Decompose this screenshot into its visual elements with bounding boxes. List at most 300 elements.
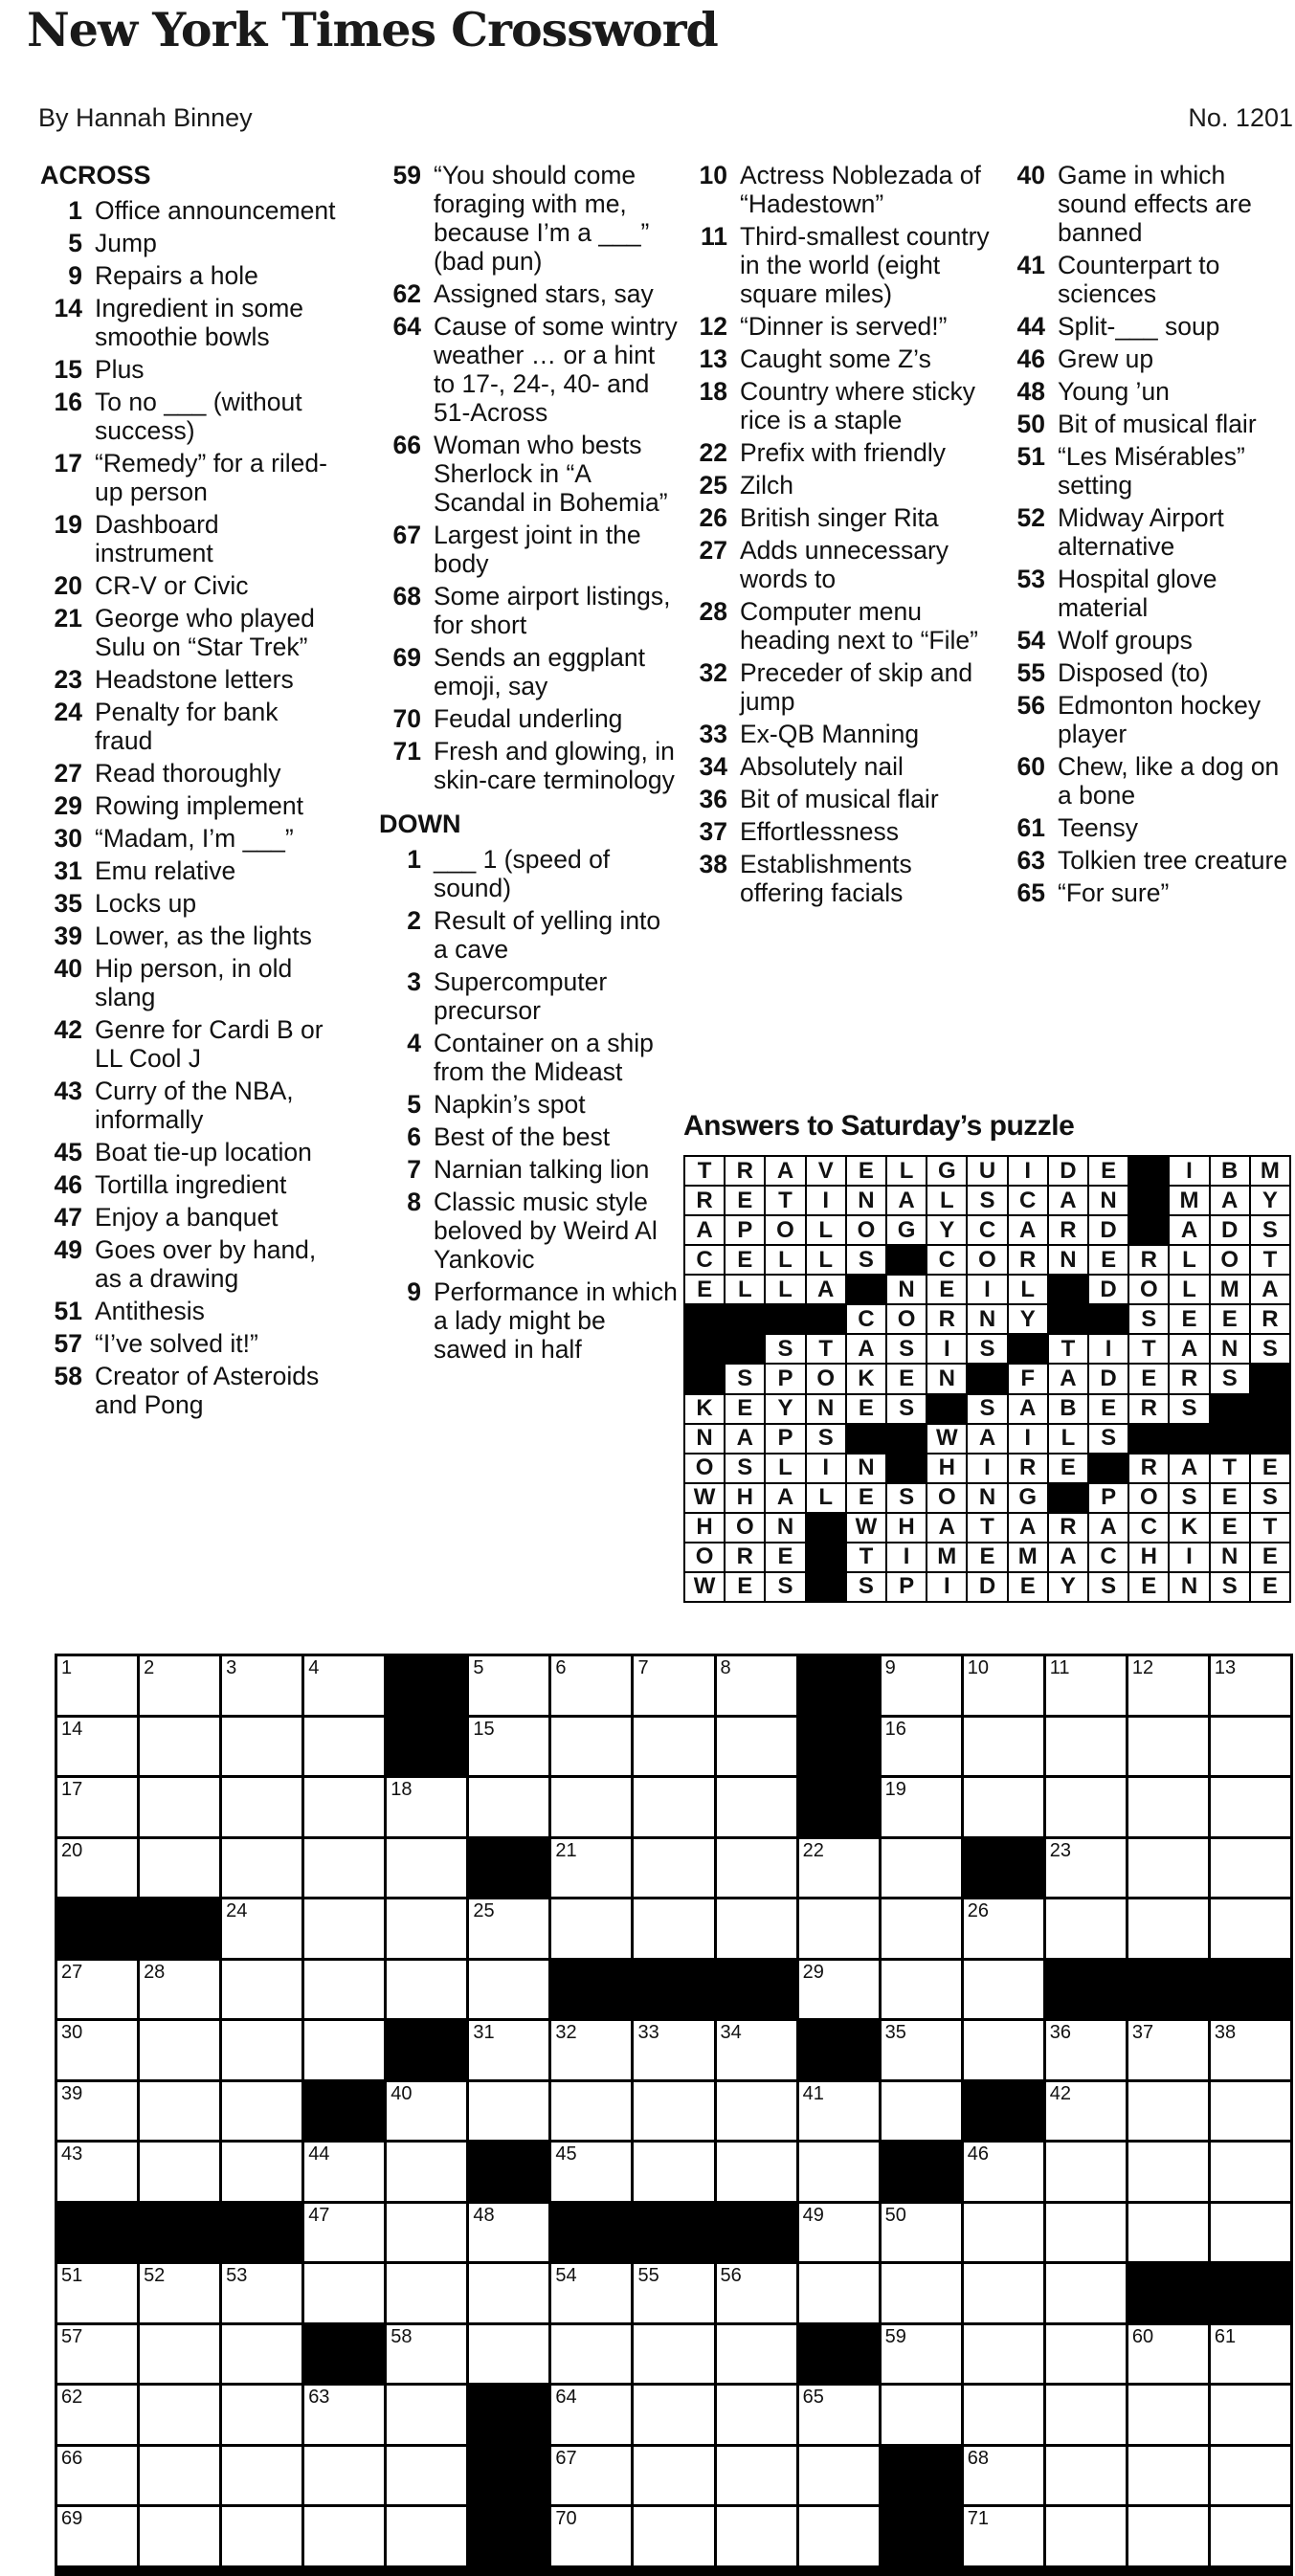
answer-cell-black: [887, 1455, 926, 1482]
answer-cell: E: [1251, 1543, 1289, 1571]
answers-section: [683, 1110, 1295, 1603]
answer-cell: R: [1129, 1395, 1168, 1423]
grid-cell[interactable]: [222, 1718, 301, 1776]
grid-cell[interactable]: [304, 1778, 384, 1836]
cell-number: 31: [473, 2022, 495, 2044]
grid-cell[interactable]: [717, 1718, 796, 1776]
grid-cell[interactable]: [964, 2264, 1043, 2322]
cell-number: 40: [391, 2082, 413, 2104]
grid-cell[interactable]: [1128, 1899, 1208, 1958]
grid-cell[interactable]: [799, 2264, 879, 2322]
clue: [683, 597, 992, 655]
grid-cell[interactable]: [387, 2386, 466, 2444]
grid-cell[interactable]: [304, 1718, 384, 1776]
grid-cell[interactable]: [551, 1839, 631, 1898]
answer-cell: W: [847, 1514, 885, 1542]
grid-cell[interactable]: [222, 2386, 301, 2444]
answer-cell: E: [1211, 1484, 1249, 1512]
clue-text: Genre for Cardi B or LL Cool J: [95, 1015, 324, 1073]
grid-cell[interactable]: [469, 1656, 548, 1715]
clue: [38, 1297, 343, 1325]
grid-cell-black: [469, 2386, 548, 2444]
clue: [38, 229, 343, 257]
cell-number: 12: [1131, 1657, 1154, 1678]
grid-cell[interactable]: [717, 1656, 796, 1715]
grid-cell[interactable]: [1046, 1899, 1126, 1958]
grid-cell[interactable]: [304, 2021, 384, 2079]
clue-number: 56: [1016, 691, 1045, 720]
grid-cell[interactable]: [551, 1656, 631, 1715]
grid-cell[interactable]: [387, 2082, 466, 2141]
grid-cell[interactable]: [634, 2507, 713, 2565]
grid-cell[interactable]: [222, 2507, 301, 2565]
grid-cell[interactable]: [222, 1778, 301, 1836]
grid-cell[interactable]: [140, 1961, 219, 2019]
grid-cell[interactable]: [387, 2143, 466, 2201]
clue-number: 25: [699, 471, 727, 500]
grid-cell[interactable]: [57, 2507, 137, 2565]
grid-cell[interactable]: [1128, 2325, 1208, 2384]
grid-cell[interactable]: [140, 2082, 219, 2141]
grid-cell[interactable]: [717, 2021, 796, 2079]
cell-number: 19: [884, 1779, 906, 1801]
answer-cell: M: [927, 1543, 966, 1571]
grid-cell[interactable]: [964, 2021, 1043, 2079]
grid-cell[interactable]: [387, 2264, 466, 2322]
clue-number: 11: [700, 222, 727, 251]
grid-cell[interactable]: [1046, 2082, 1126, 2141]
grid-cell[interactable]: [1211, 1718, 1290, 1776]
cell-number: 65: [802, 2387, 824, 2409]
grid-cell[interactable]: [964, 2447, 1043, 2505]
answer-cell: L: [766, 1246, 804, 1274]
grid-cell[interactable]: [882, 2021, 961, 2079]
answer-cell-black: [1170, 1425, 1208, 1453]
clue: [38, 759, 343, 788]
clue-number: 51: [54, 1297, 82, 1325]
grid-cell[interactable]: [717, 1899, 796, 1958]
grid-cell[interactable]: [551, 1718, 631, 1776]
answer-cell: S: [968, 1335, 1006, 1363]
grid-cell[interactable]: [634, 2386, 713, 2444]
grid-cell[interactable]: [1211, 2143, 1290, 2201]
grid-cell[interactable]: [387, 2325, 466, 2384]
grid-cell[interactable]: [717, 2082, 796, 2141]
grid-cell[interactable]: [1046, 2325, 1126, 2384]
grid-cell[interactable]: [634, 2264, 713, 2322]
answer-cell: H: [1129, 1543, 1168, 1571]
grid-cell[interactable]: [57, 1961, 137, 2019]
clue: [1001, 377, 1295, 406]
grid-cell[interactable]: [57, 2021, 137, 2079]
grid-cell[interactable]: [882, 1656, 961, 1715]
grid-cell[interactable]: [1128, 1718, 1208, 1776]
grid-cell[interactable]: [1128, 2507, 1208, 2565]
grid-cell[interactable]: [634, 1839, 713, 1898]
grid-cell[interactable]: [387, 1839, 466, 1898]
clue-number: 65: [1016, 878, 1045, 907]
cell-number: 13: [1214, 1657, 1237, 1678]
grid-cell[interactable]: [717, 2143, 796, 2201]
answer-cell: S: [1251, 1335, 1289, 1363]
clue-number: 46: [1016, 344, 1045, 373]
grid-cell-black: [469, 2143, 548, 2201]
answer-cell: A: [968, 1425, 1006, 1453]
grid-cell[interactable]: [304, 2204, 384, 2262]
grid-cell[interactable]: [222, 1899, 301, 1958]
clue-text: Jump: [95, 229, 157, 257]
clue-text: Preceder of skip and jump: [740, 658, 973, 716]
answer-cell: M: [1009, 1543, 1047, 1571]
grid-cell[interactable]: [57, 2386, 137, 2444]
grid-cell[interactable]: [634, 2447, 713, 2505]
clue-number: 4: [407, 1029, 421, 1057]
clue-number: 28: [699, 597, 727, 626]
grid-cell[interactable]: [304, 2143, 384, 2201]
grid-cell[interactable]: [551, 2386, 631, 2444]
answer-cell: S: [968, 1187, 1006, 1214]
grid-cell[interactable]: [634, 1899, 713, 1958]
clue-text: Adds unnecessary words to: [740, 536, 949, 593]
grid-cell[interactable]: [634, 2021, 713, 2079]
grid-cell[interactable]: [964, 2204, 1043, 2262]
grid-cell[interactable]: [1211, 2507, 1290, 2565]
cell-number: 67: [555, 2447, 577, 2469]
grid-cell[interactable]: [57, 2325, 137, 2384]
clue-number: 1: [68, 196, 82, 225]
clue: [377, 1188, 680, 1274]
grid-cell[interactable]: [799, 2386, 879, 2444]
answer-cell: E: [847, 1157, 885, 1185]
grid-cell[interactable]: [717, 2447, 796, 2505]
grid-cell[interactable]: [1046, 2021, 1126, 2079]
answer-cell-black: [1129, 1187, 1168, 1214]
answer-cell: C: [847, 1305, 885, 1333]
grid-cell[interactable]: [799, 2204, 879, 2262]
grid-cell[interactable]: [57, 2143, 137, 2201]
answer-cell: N: [685, 1425, 724, 1453]
answer-cell: A: [726, 1425, 764, 1453]
grid-cell[interactable]: [1211, 2447, 1290, 2505]
grid-cell[interactable]: [222, 2447, 301, 2505]
grid-cell[interactable]: [551, 2143, 631, 2201]
grid-cell[interactable]: [634, 1718, 713, 1776]
grid-cell[interactable]: [469, 2082, 548, 2141]
answer-cell: O: [807, 1365, 845, 1392]
answer-cell-black: [807, 1305, 845, 1333]
grid-cell[interactable]: [1128, 2386, 1208, 2444]
grid-cell[interactable]: [551, 2325, 631, 2384]
grid-cell[interactable]: [57, 1839, 137, 1898]
grid-cell[interactable]: [551, 2082, 631, 2141]
clue-number: 45: [54, 1138, 82, 1166]
grid-cell[interactable]: [799, 1839, 879, 1898]
grid-cell[interactable]: [222, 2021, 301, 2079]
cell-number: 55: [637, 2265, 659, 2287]
clue-number: 67: [392, 521, 421, 549]
grid-cell[interactable]: [222, 1961, 301, 2019]
grid-cell[interactable]: [1211, 2325, 1290, 2384]
cell-number: 3: [226, 1657, 237, 1678]
grid-cell[interactable]: [469, 2204, 548, 2262]
clue-text: Boat tie-up location: [95, 1138, 312, 1166]
grid-cell[interactable]: [717, 2386, 796, 2444]
grid-cell[interactable]: [882, 2386, 961, 2444]
grid-cell[interactable]: [469, 2021, 548, 2079]
grid-cell[interactable]: [551, 2264, 631, 2322]
cell-number: 24: [226, 1900, 248, 1922]
answer-cell: E: [726, 1573, 764, 1601]
answer-cell: A: [807, 1276, 845, 1303]
grid-cell[interactable]: [140, 1656, 219, 1715]
grid-cell[interactable]: [1128, 1839, 1208, 1898]
cell-number: 36: [1049, 2022, 1072, 2044]
answer-cell: E: [1129, 1573, 1168, 1601]
grid-cell[interactable]: [1211, 2021, 1290, 2079]
clue: [38, 261, 343, 290]
grid-cell[interactable]: [882, 1718, 961, 1776]
grid-cell[interactable]: [140, 1839, 219, 1898]
answer-cell: A: [766, 1157, 804, 1185]
answer-cell: O: [1129, 1276, 1168, 1303]
grid-cell[interactable]: [634, 1778, 713, 1836]
answer-cell: S: [807, 1425, 845, 1453]
grid-cell[interactable]: [964, 1778, 1043, 1836]
grid-cell[interactable]: [1046, 1718, 1126, 1776]
answer-cell: K: [847, 1365, 885, 1392]
grid-cell[interactable]: [1128, 2021, 1208, 2079]
answer-cell: C: [685, 1246, 724, 1274]
grid-cell[interactable]: [222, 1839, 301, 1898]
grid-cell[interactable]: [57, 1718, 137, 1776]
puzzle-grid: [55, 1654, 1293, 2576]
grid-cell[interactable]: [551, 1899, 631, 1958]
grid-cell[interactable]: [1211, 1839, 1290, 1898]
answer-cell: L: [927, 1187, 966, 1214]
cell-number: 6: [555, 1657, 567, 1678]
grid-cell[interactable]: [964, 1718, 1043, 1776]
grid-cell[interactable]: [634, 2143, 713, 2201]
answer-cell: I: [1009, 1425, 1047, 1453]
clue: [38, 604, 343, 661]
answer-cell: L: [766, 1455, 804, 1482]
grid-cell[interactable]: [1128, 2082, 1208, 2141]
grid-cell[interactable]: [222, 1656, 301, 1715]
grid-cell[interactable]: [634, 2082, 713, 2141]
clue: [683, 658, 992, 716]
grid-cell[interactable]: [964, 2507, 1043, 2565]
grid-cell[interactable]: [1046, 1778, 1126, 1836]
grid-cell[interactable]: [387, 2204, 466, 2262]
grid-cell[interactable]: [1211, 1899, 1290, 1958]
grid-cell[interactable]: [882, 2082, 961, 2141]
grid-cell[interactable]: [964, 2386, 1043, 2444]
grid-cell[interactable]: [387, 2447, 466, 2505]
grid-cell[interactable]: [57, 2082, 137, 2141]
grid-cell[interactable]: [222, 2325, 301, 2384]
clue-number: 1: [407, 845, 421, 874]
grid-cell[interactable]: [222, 2143, 301, 2201]
grid-cell[interactable]: [964, 2143, 1043, 2201]
clue-number: 68: [392, 582, 421, 611]
grid-cell[interactable]: [1046, 2143, 1126, 2201]
grid-cell[interactable]: [140, 2325, 219, 2384]
grid-cell[interactable]: [469, 1899, 548, 1958]
grid-cell[interactable]: [304, 1656, 384, 1715]
clue: [683, 503, 992, 532]
grid-cell[interactable]: [551, 2447, 631, 2505]
grid-cell[interactable]: [222, 2264, 301, 2322]
cell-number: 52: [144, 2265, 166, 2287]
answer-cell: E: [847, 1395, 885, 1423]
grid-cell[interactable]: [799, 2507, 879, 2565]
grid-cell[interactable]: [882, 2264, 961, 2322]
grid-cell[interactable]: [1046, 2447, 1126, 2505]
grid-cell[interactable]: [799, 1899, 879, 1958]
grid-cell[interactable]: [1211, 2386, 1290, 2444]
grid-cell[interactable]: [964, 1961, 1043, 2019]
clue-text: Establishments offering facials: [740, 850, 912, 907]
grid-cell[interactable]: [1128, 2447, 1208, 2505]
grid-cell[interactable]: [634, 1656, 713, 1715]
grid-cell[interactable]: [551, 1778, 631, 1836]
clue-number: 47: [54, 1203, 82, 1232]
grid-cell[interactable]: [882, 2204, 961, 2262]
grid-cell[interactable]: [304, 2386, 384, 2444]
answer-cell: M: [1170, 1187, 1208, 1214]
answer-cell: Y: [1049, 1573, 1087, 1601]
section-header-down: DOWN: [379, 810, 461, 838]
grid-cell[interactable]: [1128, 1656, 1208, 1715]
grid-cell[interactable]: [387, 2507, 466, 2565]
grid-cell[interactable]: [1046, 2204, 1126, 2262]
grid-cell-black: [57, 1899, 137, 1958]
grid-cell[interactable]: [304, 2264, 384, 2322]
grid-cell[interactable]: [57, 2264, 137, 2322]
clue-number: 19: [54, 510, 82, 539]
clue-number: 51: [1016, 442, 1045, 471]
grid-cell[interactable]: [717, 1778, 796, 1836]
grid-cell[interactable]: [717, 2264, 796, 2322]
answer-cell-black: [1129, 1216, 1168, 1244]
grid-cell[interactable]: [717, 2507, 796, 2565]
grid-cell[interactable]: [140, 2386, 219, 2444]
cell-number: 2: [144, 1657, 155, 1678]
grid-cell[interactable]: [882, 2325, 961, 2384]
clue-text: Assigned stars, say: [434, 279, 654, 308]
clue-text: Curry of the NBA, informally: [95, 1077, 294, 1134]
clue-number: 6: [407, 1122, 421, 1151]
clue-text: Midway Airport alternative: [1058, 503, 1224, 561]
grid-cell[interactable]: [964, 1656, 1043, 1715]
grid-cell[interactable]: [469, 2264, 548, 2322]
grid-cell[interactable]: [387, 1899, 466, 1958]
answer-cell: R: [685, 1187, 724, 1214]
grid-cell[interactable]: [469, 1961, 548, 2019]
grid-cell[interactable]: [1046, 2507, 1126, 2565]
grid-cell-black: [799, 1718, 879, 1776]
grid-cell[interactable]: [799, 2447, 879, 2505]
grid-cell[interactable]: [882, 1961, 961, 2019]
clue-number: 27: [54, 759, 82, 788]
grid-cell[interactable]: [1046, 1839, 1126, 1898]
grid-cell[interactable]: [469, 1778, 548, 1836]
grid-cell[interactable]: [717, 1839, 796, 1898]
grid-cell[interactable]: [882, 1778, 961, 1836]
grid-cell[interactable]: [1046, 1656, 1126, 1715]
clue-text: Hip person, in old slang: [95, 954, 293, 1011]
grid-cell[interactable]: [387, 1961, 466, 2019]
grid-cell[interactable]: [1211, 2204, 1290, 2262]
grid-cell[interactable]: [140, 1778, 219, 1836]
grid-cell[interactable]: [551, 2021, 631, 2079]
grid-cell[interactable]: [1211, 1656, 1290, 1715]
grid-cell[interactable]: [799, 1961, 879, 2019]
grid-cell[interactable]: [717, 2325, 796, 2384]
grid-cell[interactable]: [140, 2447, 219, 2505]
grid-cell[interactable]: [964, 1899, 1043, 1958]
clue-text: “For sure”: [1058, 878, 1170, 907]
answer-cell-black: [1251, 1425, 1289, 1453]
clue: [1001, 312, 1295, 341]
grid-cell[interactable]: [222, 2082, 301, 2141]
grid-cell[interactable]: [140, 1718, 219, 1776]
answer-cell: A: [1049, 1187, 1087, 1214]
clue: [683, 438, 992, 467]
grid-cell[interactable]: [469, 2325, 548, 2384]
grid-cell[interactable]: [57, 1656, 137, 1715]
clue-text: George who played Sulu on “Star Trek”: [95, 604, 315, 661]
grid-cell[interactable]: [387, 1778, 466, 1836]
clue-text: Country where sticky rice is a staple: [740, 377, 975, 434]
grid-cell[interactable]: [1128, 1778, 1208, 1836]
cell-number: 46: [967, 2143, 989, 2165]
grid-cell[interactable]: [57, 2447, 137, 2505]
grid-cell[interactable]: [140, 2143, 219, 2201]
grid-cell[interactable]: [304, 1899, 384, 1958]
grid-cell[interactable]: [551, 2507, 631, 2565]
cell-number: 32: [555, 2022, 577, 2044]
grid-cell[interactable]: [882, 1839, 961, 1898]
clue: [683, 344, 992, 373]
grid-cell[interactable]: [1046, 2386, 1126, 2444]
grid-cell[interactable]: [1128, 2143, 1208, 2201]
grid-cell[interactable]: [1046, 2264, 1126, 2322]
grid-cell[interactable]: [304, 1839, 384, 1898]
clue-number: 14: [54, 294, 82, 322]
grid-cell[interactable]: [882, 1899, 961, 1958]
grid-cell[interactable]: [304, 2507, 384, 2565]
answer-cell: R: [1009, 1246, 1047, 1274]
grid-cell[interactable]: [304, 2447, 384, 2505]
grid-cell[interactable]: [799, 2143, 879, 2201]
grid-cell[interactable]: [1128, 2204, 1208, 2262]
clue: [38, 1138, 343, 1166]
grid-cell[interactable]: [140, 2264, 219, 2322]
grid-cell[interactable]: [140, 2021, 219, 2079]
answer-cell: O: [685, 1543, 724, 1571]
grid-cell[interactable]: [1211, 2082, 1290, 2141]
grid-cell[interactable]: [799, 2082, 879, 2141]
grid-cell[interactable]: [57, 1778, 137, 1836]
grid-cell[interactable]: [634, 2325, 713, 2384]
grid-cell[interactable]: [1211, 1778, 1290, 1836]
grid-cell[interactable]: [964, 2325, 1043, 2384]
grid-cell[interactable]: [140, 2507, 219, 2565]
grid-cell[interactable]: [469, 1718, 548, 1776]
grid-cell[interactable]: [304, 1961, 384, 2019]
clue-number: 36: [699, 785, 727, 813]
